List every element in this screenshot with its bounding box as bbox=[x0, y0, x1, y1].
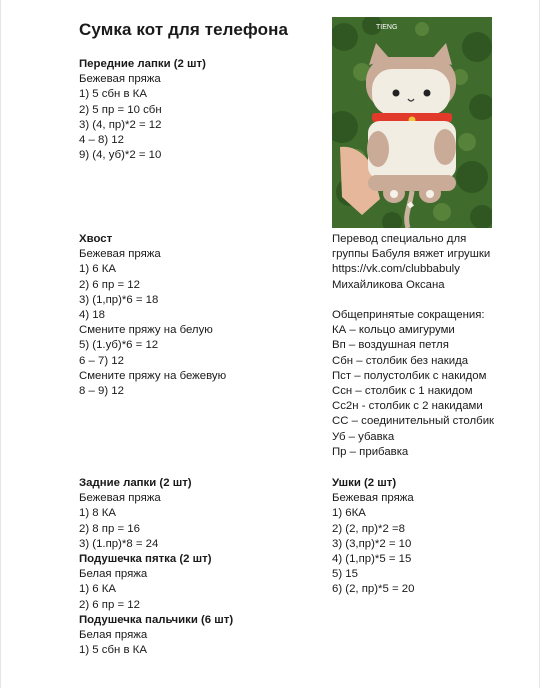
abbreviation-item: Ссн – столбик с 1 накидом bbox=[332, 385, 473, 398]
toe-pads-heading: Подушечка пальчики (6 шт) bbox=[79, 613, 234, 626]
tail-line: 1) 6 КА bbox=[79, 263, 117, 276]
front-paws-line: 4 – 8) 12 bbox=[79, 134, 124, 147]
ears-line: 3) (3,пр)*2 = 10 bbox=[332, 537, 412, 550]
ears-line: 1) 6КА bbox=[332, 507, 366, 520]
heel-pad-line: Белая пряжа bbox=[79, 568, 148, 581]
abbreviation-item: Уб – убавка bbox=[332, 430, 395, 443]
back-paws-line: 3) (1.пр)*8 = 24 bbox=[79, 537, 159, 550]
front-paws-line: 3) (4, пр)*2 = 12 bbox=[79, 118, 162, 131]
front-paws-line: 2) 5 пр = 10 сбн bbox=[79, 103, 162, 116]
toe-pads-line: Белая пряжа bbox=[79, 629, 148, 642]
credit-line: группы Бабуля вяжет игрушки bbox=[332, 248, 491, 261]
tail-line: 4) 18 bbox=[79, 309, 105, 322]
tail-line: 6 – 7) 12 bbox=[79, 354, 124, 367]
section-back-paws bbox=[79, 476, 233, 658]
abbreviation-item: Сбн – столбик без накида bbox=[332, 354, 469, 367]
credit-line: Перевод специально для bbox=[332, 233, 467, 245]
front-paws-line: 9) (4, уб)*2 = 10 bbox=[79, 149, 162, 162]
abbreviation-item: Пст – полустолбик с накидом bbox=[332, 369, 487, 382]
section-tail bbox=[79, 232, 226, 399]
photo-watermark: TIENG bbox=[376, 24, 398, 31]
tail-line: Смените пряжу на бежевую bbox=[79, 369, 227, 382]
heel-pad-line: 2) 6 пр = 12 bbox=[79, 598, 140, 611]
section-abbreviations bbox=[332, 308, 494, 460]
back-paws-line: Бежевая пряжа bbox=[79, 492, 161, 505]
front-paws-line: 1) 5 сбн в КА bbox=[79, 88, 147, 101]
section-front-paws bbox=[79, 57, 206, 163]
abbreviation-item: Сс2н - столбик с 2 накидами bbox=[332, 400, 483, 413]
heel-pad-heading: Подушечка пятка (2 шт) bbox=[79, 553, 212, 566]
tail-line: 8 – 9) 12 bbox=[79, 385, 124, 398]
back-paws-line: 2) 8 пр = 16 bbox=[79, 522, 140, 535]
ears-line: 6) (2, пр)*5 = 20 bbox=[332, 583, 415, 596]
front-paws-heading: Передние лапки (2 шт) bbox=[79, 58, 206, 70]
back-paws-line: 1) 8 КА bbox=[79, 507, 117, 520]
tail-line: Смените пряжу на белую bbox=[79, 324, 213, 337]
ears-line: 5) 15 bbox=[332, 568, 358, 581]
toe-pads-line: 1) 5 сбн в КА bbox=[79, 644, 147, 657]
ears-line: Бежевая пряжа bbox=[332, 492, 414, 505]
cat-bag-photo bbox=[332, 17, 492, 228]
tail-line: Бежевая пряжа bbox=[79, 248, 161, 261]
front-paws-line: Бежевая пряжа bbox=[79, 73, 161, 86]
tail-line: 3) (1,пр)*6 = 18 bbox=[79, 293, 159, 306]
heel-pad-line: 1) 6 КА bbox=[79, 583, 117, 596]
ears-line: 2) (2, пр)*2 =8 bbox=[332, 522, 405, 535]
tail-line: 2) 6 пр = 12 bbox=[79, 278, 140, 291]
abbreviation-item: СС – соединительный столбик bbox=[332, 415, 495, 428]
tail-line: 5) (1.уб)*6 = 12 bbox=[79, 339, 159, 352]
ears-heading: Ушки (2 шт) bbox=[332, 477, 397, 489]
back-paws-heading: Задние лапки (2 шт) bbox=[79, 477, 192, 489]
abbreviation-item: Вп – воздушная петля bbox=[332, 339, 449, 352]
section-ears bbox=[332, 476, 414, 598]
tail-heading: Хвост bbox=[79, 233, 113, 245]
section-credit bbox=[332, 232, 490, 293]
abbreviation-item: КА – кольцо амигуруми bbox=[332, 324, 455, 337]
credit-link: https://vk.com/clubbabuly bbox=[332, 263, 460, 276]
abbreviation-item: Пр – прибавка bbox=[332, 445, 409, 458]
page-title: Сумка кот для телефона bbox=[79, 20, 289, 39]
ears-line: 4) (1,пр)*5 = 15 bbox=[332, 553, 412, 566]
credit-author: Михайликова Оксана bbox=[332, 278, 445, 291]
abbreviations-heading: Общепринятые сокращения: bbox=[332, 309, 485, 321]
